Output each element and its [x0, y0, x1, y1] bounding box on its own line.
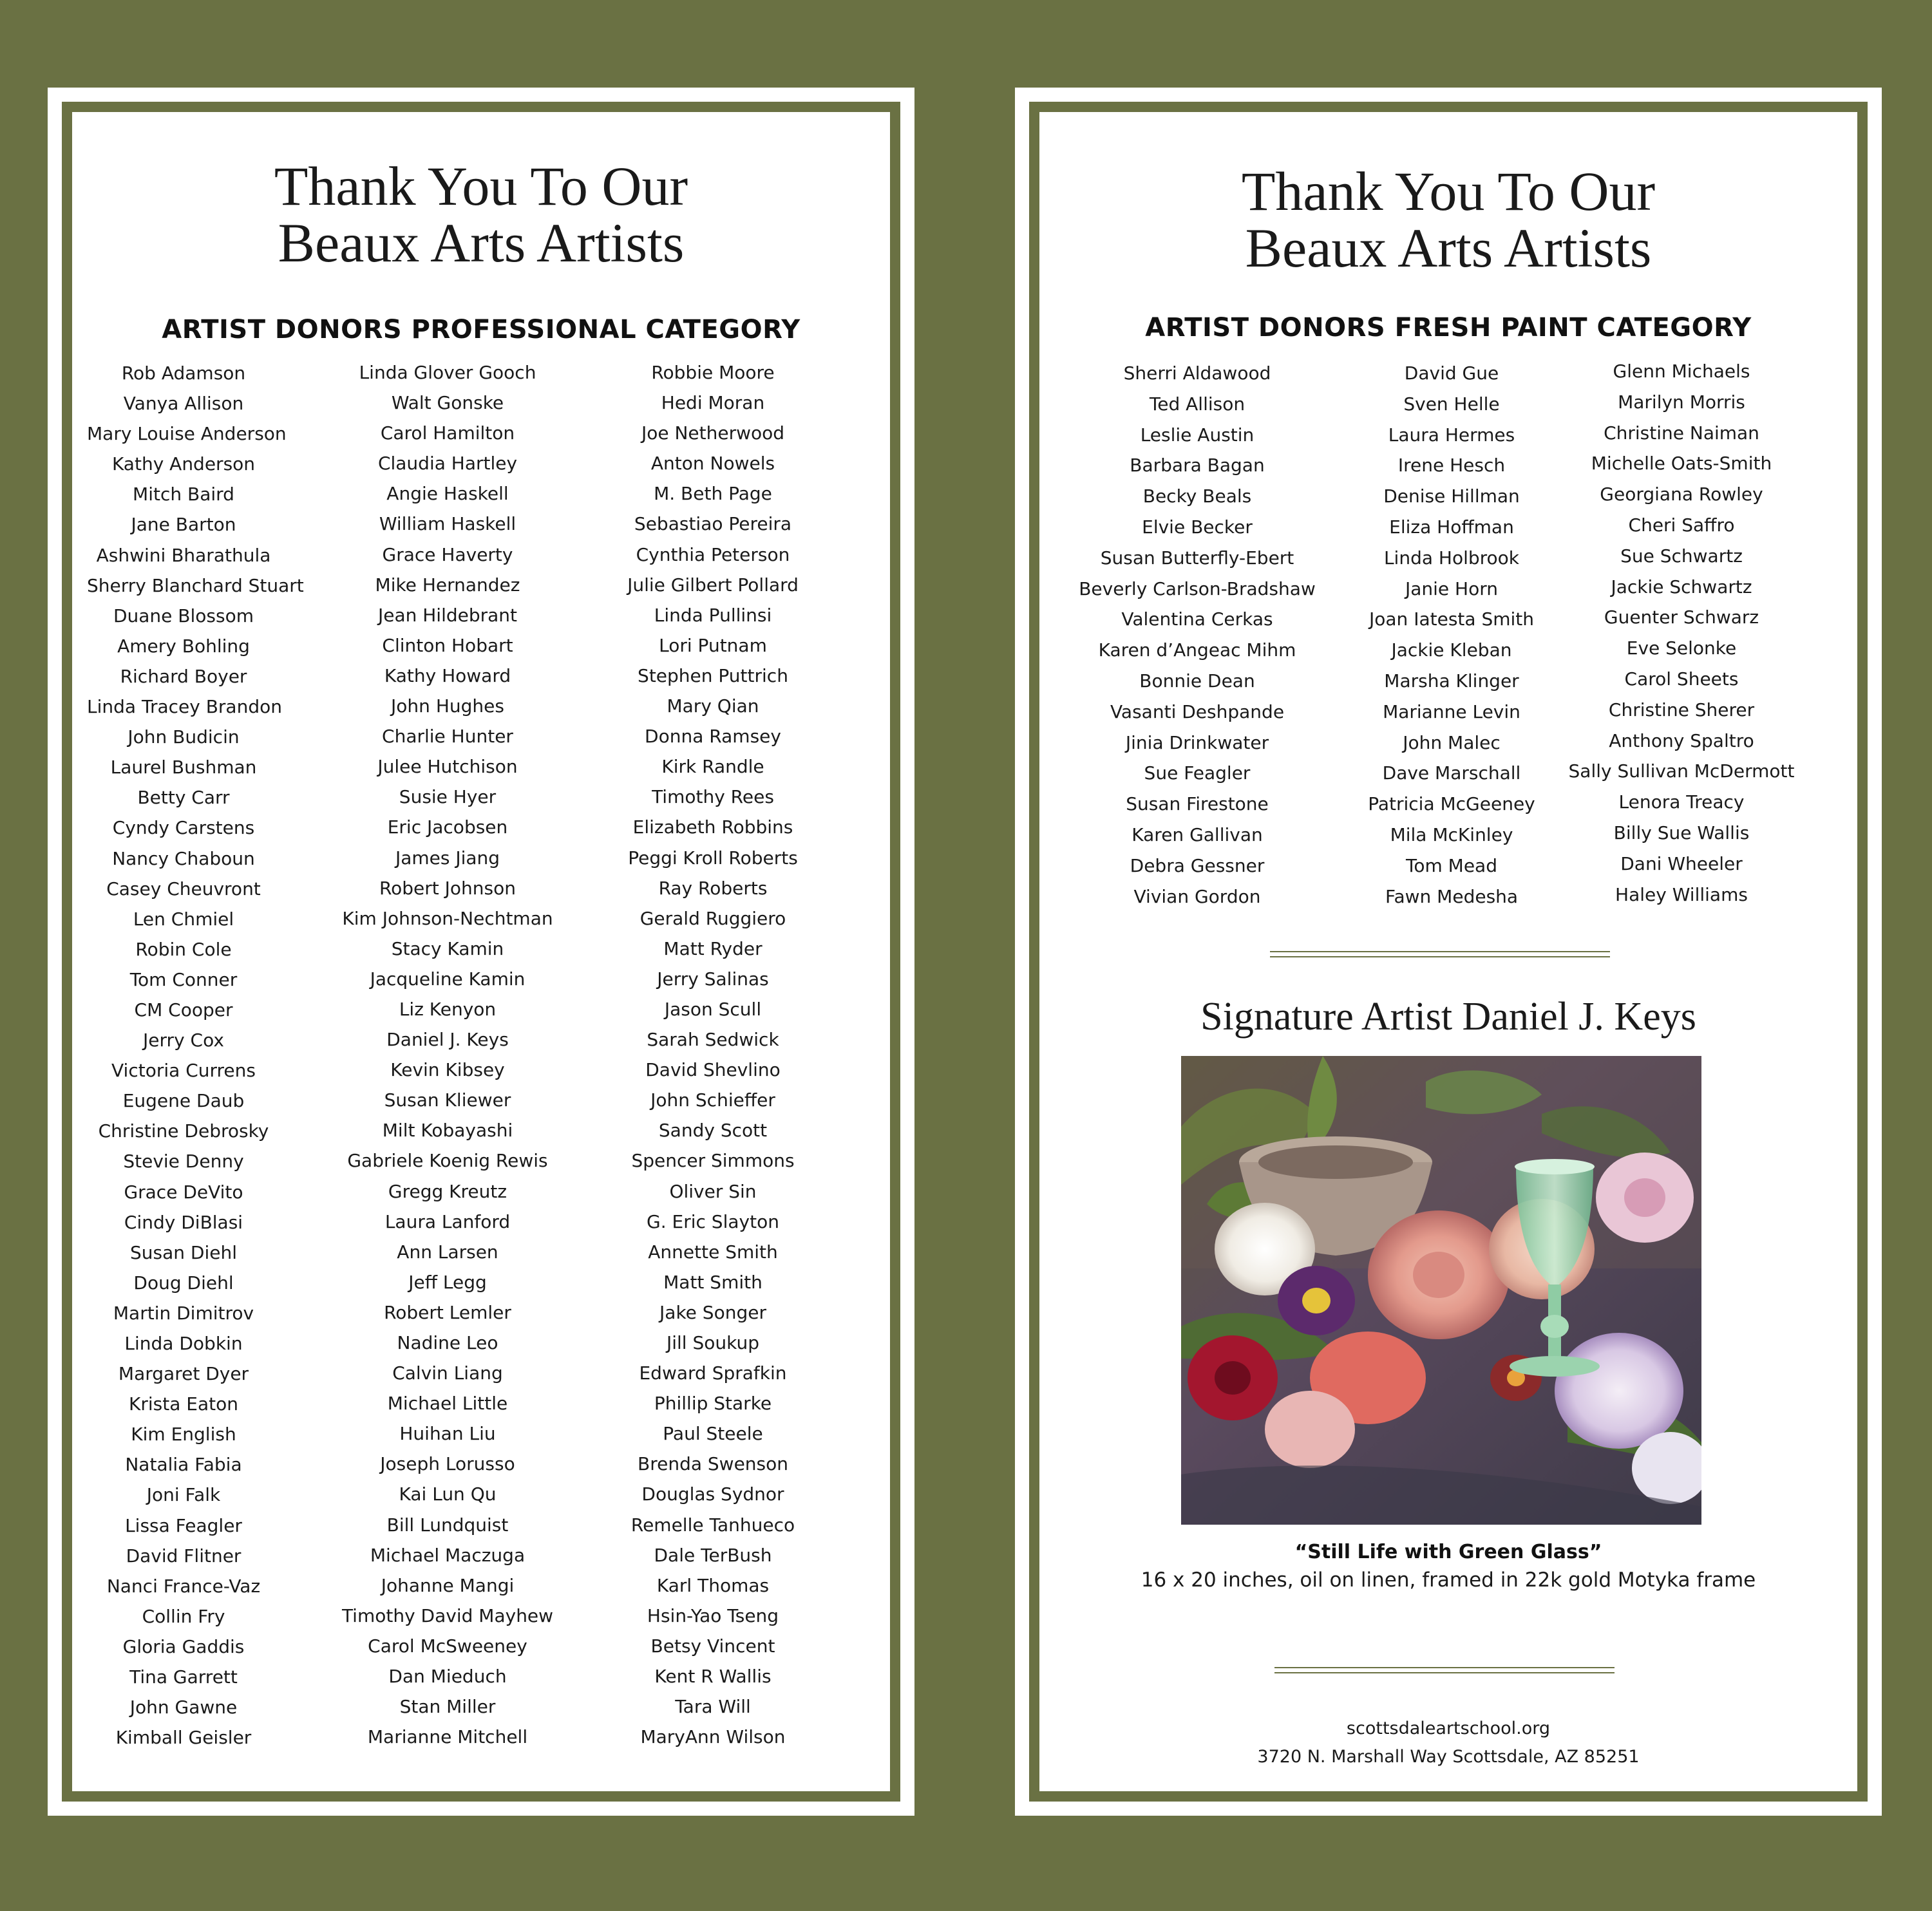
artist-name: Joan Iatesta Smith [1369, 608, 1534, 630]
artist-name: Duane Blossom [113, 605, 254, 626]
artist-name: Laura Lanford [384, 1210, 511, 1232]
artist-name: Michael Little [387, 1393, 508, 1415]
artist-name: Betsy Vincent [650, 1635, 775, 1657]
artist-name: Matt Smith [663, 1271, 762, 1293]
artist-name: Gabriele Koenig Rewis [347, 1150, 548, 1172]
artist-name: Cynthia Peterson [636, 543, 790, 565]
artist-name: Elizabeth Robbins [632, 816, 793, 838]
artist-name: Cheri Saffro [1628, 514, 1735, 536]
artist-name: John Malec [1403, 731, 1501, 753]
artist-name: Michelle Oats-Smith [1591, 453, 1772, 475]
artist-name: Guenter Schwarz [1604, 607, 1759, 628]
title-line-1: Thank You To Our [1241, 160, 1656, 222]
artist-name: Tina Garrett [129, 1666, 238, 1688]
artist-column-1 [1056, 358, 1339, 912]
artist-name: Dale TerBush [654, 1544, 772, 1566]
artist-name: Grace Haverty [382, 543, 513, 565]
artist-name: Linda Dobkin [124, 1333, 243, 1354]
fresh-paint-panel [1015, 88, 1882, 1816]
artist-name: Kathy Howard [384, 664, 511, 686]
artist-name: John Hughes [391, 695, 504, 717]
artist-name: M. Beth Page [654, 483, 772, 505]
signature-artist-title: Signature Artist Daniel J. Keys [1200, 995, 1696, 1039]
artist-name: Fawn Medesha [1385, 885, 1519, 907]
artist-name: Annette Smith [648, 1241, 778, 1263]
artist-name: Gloria Gaddis [122, 1635, 245, 1657]
artist-name: Robert Johnson [379, 877, 516, 899]
artist-name: Sherri Aldawood [1123, 362, 1271, 384]
artist-name: Jackie Schwartz [1611, 576, 1752, 598]
artist-name: Timothy David Mayhew [341, 1605, 554, 1626]
artist-name: Susie Hyer [399, 786, 497, 808]
artist-name: Kevin Kibsey [390, 1059, 505, 1081]
artist-name: Bill Lundquist [386, 1514, 509, 1536]
artist-name: CM Cooper [134, 999, 233, 1021]
artist-name: Huihan Liu [399, 1423, 496, 1445]
panel-body [75, 115, 887, 1788]
artist-name: Becky Beals [1142, 485, 1252, 507]
artist-name: Cyndy Carstens [112, 817, 255, 839]
artist-name: Julee Hutchison [377, 756, 518, 778]
artist-name: MaryAnn Wilson [640, 1726, 786, 1748]
artist-name: Joseph Lorusso [380, 1453, 515, 1475]
artist-name: Spencer Simmons [631, 1150, 795, 1172]
title-line-1: Thank You To Our [274, 155, 688, 217]
artist-name: Debra Gessner [1130, 854, 1265, 876]
section-divider [1274, 1667, 1615, 1673]
artist-name: Sally Sullivan McDermott [1568, 760, 1795, 782]
address: 3720 N. Marshall Way Scottsdale, AZ 85251 [1257, 1747, 1640, 1767]
artist-name: Richard Boyer [120, 665, 247, 687]
artist-name: Hedi Moran [661, 392, 765, 414]
panel-body [1043, 115, 1854, 1788]
artist-name: Milt Kobayashi [382, 1120, 513, 1142]
artist-name: Charlie Hunter [382, 726, 513, 748]
artist-name: Collin Fry [142, 1605, 225, 1627]
artist-name: John Gawne [129, 1697, 238, 1718]
artist-name: David Shevlino [645, 1059, 781, 1081]
artist-name: Bonnie Dean [1139, 670, 1255, 692]
artist-name: Robin Cole [135, 938, 232, 960]
artist-name: Elvie Becker [1142, 516, 1253, 538]
title-line-2: Beaux Arts Artists [278, 212, 685, 274]
artist-name: Remelle Tanhueco [630, 1514, 795, 1536]
artist-name: Sebastiao Pereira [634, 513, 792, 535]
artist-name: John Budicin [128, 726, 240, 748]
artist-name: Mila McKinley [1390, 824, 1513, 845]
artist-name: David Gue [1404, 362, 1499, 384]
artist-name: Karl Thomas [656, 1574, 770, 1596]
artist-name: Karen Gallivan [1132, 824, 1263, 845]
artist-name: Robbie Moore [651, 362, 775, 383]
artist-name: Edward Sprafkin [639, 1362, 787, 1384]
artist-name: Mitch Baird [133, 484, 234, 505]
artist-name: Ashwini Bharathula [96, 544, 271, 566]
artist-name: Peggi Kroll Roberts [628, 847, 798, 869]
artist-name: Kathy Anderson [111, 453, 256, 475]
artist-name: Joni Falk [146, 1484, 221, 1506]
artist-name: Kimball Geisler [115, 1727, 252, 1749]
artist-name: Victoria Currens [111, 1060, 256, 1082]
artist-name: Grace DeVito [124, 1181, 243, 1203]
artist-name: Eliza Hoffman [1389, 516, 1514, 538]
artist-name: Calvin Liang [392, 1362, 503, 1384]
artist-column-1 [87, 358, 304, 1753]
artist-name: Daniel J. Keys [386, 1029, 509, 1051]
professional-panel [48, 88, 914, 1816]
artist-name: Robert Lemler [384, 1301, 511, 1323]
artist-name: Laura Hermes [1388, 424, 1515, 446]
artist-name: Dave Marschall [1382, 762, 1521, 784]
artist-name: Stacy Kamin [391, 937, 504, 959]
artist-name: Kent R Wallis [654, 1666, 772, 1688]
artwork-description: 16 x 20 inches, oil on linen, framed in 22k gold Motyka frame [1141, 1568, 1756, 1592]
artist-name: Marsha Klinger [1384, 670, 1519, 692]
artist-name: Gerald Ruggiero [639, 907, 786, 929]
artist-name: Mike Hernandez [375, 574, 520, 596]
artist-name: Clinton Hobart [382, 634, 513, 656]
artist-name: Nadine Leo [397, 1332, 498, 1353]
artist-name: Timothy Rees [652, 786, 774, 808]
artist-name: Billy Sue Wallis [1613, 822, 1750, 843]
artist-name: Kim Johnson-Nechtman [342, 907, 553, 929]
artist-name: Patricia McGeeney [1368, 793, 1535, 815]
artist-name: Karen d’Angeac Mihm [1098, 639, 1296, 661]
artist-name: Anton Nowels [650, 453, 775, 475]
artist-name: Jeff Legg [408, 1271, 487, 1293]
artist-name: Marianne Levin [1383, 701, 1520, 722]
artist-name: Susan Butterfly-Ebert [1100, 547, 1294, 569]
artist-name: Carol McSweeney [368, 1635, 527, 1657]
artist-name: G. Eric Slayton [647, 1210, 779, 1232]
artist-name: Vivian Gordon [1133, 885, 1261, 907]
artist-name: Sarah Sedwick [647, 1029, 779, 1051]
artist-name: Barbara Bagan [1130, 455, 1265, 476]
artist-name: Angie Haskell [386, 483, 509, 505]
artist-name: Eve Selonke [1626, 637, 1737, 659]
artist-name: Jinia Drinkwater [1125, 731, 1269, 753]
artist-name: Hsin-Yao Tseng [647, 1605, 779, 1626]
artist-name: Jill Soukup [666, 1332, 760, 1353]
artist-name: Ray Roberts [658, 877, 768, 899]
artist-name: Nanci France-Vaz [106, 1575, 261, 1597]
artist-name: Mary Louise Anderson [87, 423, 287, 445]
artist-name: Paul Steele [663, 1423, 763, 1445]
artist-name: Lori Putnam [659, 634, 767, 656]
artist-name: Tara Will [675, 1696, 751, 1718]
artist-name: Joe Netherwood [641, 422, 785, 444]
artist-name: Linda Pullinsi [654, 604, 772, 626]
artist-name: Sue Feagler [1144, 762, 1251, 784]
artist-name: Jerry Salinas [657, 968, 769, 990]
artist-name: Linda Tracey Brandon [87, 696, 282, 718]
artist-name: Phillip Starke [654, 1393, 772, 1415]
artist-name: Cindy DiBlasi [124, 1211, 243, 1233]
artist-name: Johanne Mangi [381, 1574, 515, 1596]
artist-name: David Flitner [126, 1545, 242, 1567]
category-heading: ARTIST DONORS FRESH PAINT CATEGORY [1145, 313, 1752, 343]
artist-name: Martin Dimitrov [113, 1302, 254, 1324]
artist-name: Rob Adamson [121, 362, 246, 384]
artist-name: Oliver Sin [669, 1180, 757, 1202]
artist-name: Glenn Michaels [1613, 361, 1750, 382]
artist-name: William Haskell [379, 513, 516, 535]
artist-name: Brenda Swenson [637, 1453, 789, 1475]
artist-name: Beverly Carlson-Bradshaw [1079, 578, 1316, 599]
artist-name: Julie Gilbert Pollard [627, 574, 799, 596]
artist-name: Linda Glover Gooch [359, 362, 536, 383]
section-divider [1270, 951, 1610, 957]
artist-name: Amery Bohling [117, 635, 250, 657]
website-link[interactable]: scottsdaleartschool.org [1346, 1718, 1551, 1738]
artist-name: Janie Horn [1405, 578, 1499, 599]
artist-name: Gregg Kreutz [388, 1180, 507, 1202]
artist-name: Jerry Cox [143, 1030, 224, 1051]
artist-column-3 [603, 357, 822, 1752]
artist-name: Jason Scull [664, 998, 762, 1020]
artist-name: Douglas Sydnor [641, 1483, 784, 1505]
artist-name: Georgiana Rowley [1600, 484, 1763, 505]
artist-name: Margaret Dyer [118, 1363, 249, 1385]
artist-name: Sherry Blanchard Stuart [87, 574, 304, 596]
artist-name: Liz Kenyon [399, 998, 497, 1020]
artist-name: Eric Jacobsen [387, 816, 508, 838]
artist-name: Kirk Randle [661, 756, 764, 778]
artist-name: Krista Eaton [129, 1393, 238, 1415]
artist-name: Kim English [131, 1424, 236, 1445]
artist-column-3 [1559, 356, 1804, 910]
artist-name: Claudia Hartley [377, 453, 518, 475]
artist-column-2 [1332, 358, 1571, 912]
artist-name: Casey Cheuvront [106, 878, 261, 899]
artist-name: Anthony Spaltro [1609, 730, 1754, 751]
artist-name: Jake Songer [659, 1301, 766, 1323]
artist-name: Mary Qian [667, 695, 759, 717]
artist-name: Nancy Chaboun [112, 847, 255, 869]
artist-name: Tom Mead [1406, 854, 1497, 876]
artist-name: Sven Helle [1403, 393, 1500, 415]
artist-name: Marianne Mitchell [367, 1726, 528, 1748]
artist-name: Michael Maczuga [370, 1544, 526, 1566]
artist-name: Sue Schwartz [1620, 545, 1743, 567]
artwork-title: “Still Life with Green Glass” [1294, 1541, 1602, 1563]
artist-name: Matt Ryder [663, 937, 762, 959]
artist-name: Susan Diehl [129, 1241, 237, 1263]
artist-name: Carol Hamilton [380, 422, 515, 444]
artist-name: Len Chmiel [133, 908, 234, 930]
artist-name: Jane Barton [131, 514, 236, 536]
page-title [75, 155, 887, 274]
artist-name: Linda Holbrook [1383, 547, 1520, 569]
artist-name: Susan Firestone [1126, 793, 1269, 815]
category-heading: ARTIST DONORS PROFESSIONAL CATEGORY [162, 315, 800, 344]
artist-name: Susan Kliewer [384, 1089, 511, 1111]
page-title [1043, 160, 1854, 279]
artist-name: Walt Gonske [391, 392, 504, 414]
artist-name: Marilyn Morris [1618, 391, 1745, 413]
artist-name: Sandy Scott [658, 1120, 768, 1142]
artist-name: Kai Lun Qu [399, 1483, 497, 1505]
artist-name: Leslie Austin [1140, 424, 1255, 446]
artist-name: Jacqueline Kamin [370, 968, 526, 990]
artist-name: Laurel Bushman [110, 757, 257, 778]
artist-name: Stevie Denny [123, 1151, 244, 1172]
artist-name: Ann Larsen [397, 1241, 498, 1263]
artist-name: Christine Naiman [1604, 422, 1759, 444]
artist-name: Stephen Puttrich [638, 664, 788, 686]
artist-name: Dan Mieduch [388, 1666, 507, 1688]
artist-name: Natalia Fabia [125, 1454, 242, 1476]
artist-name: Denise Hillman [1383, 485, 1520, 507]
artist-name: Vanya Allison [123, 393, 244, 415]
artist-name: Tom Conner [129, 968, 238, 990]
artist-name: Vasanti Deshpande [1110, 701, 1285, 722]
artist-name: Stan Miller [399, 1696, 496, 1718]
artist-name: John Schieffer [650, 1089, 775, 1111]
artist-name: Ted Allison [1149, 393, 1245, 415]
artist-name: Doug Diehl [133, 1272, 234, 1294]
painting-image [1181, 1056, 1701, 1525]
artist-name: Haley Williams [1615, 883, 1748, 905]
artist-column-2 [338, 357, 557, 1752]
artist-name: Jackie Kleban [1391, 639, 1512, 661]
artist-name: Lissa Feagler [125, 1514, 242, 1536]
artist-name: Jean Hildebrant [377, 604, 518, 626]
artist-name: Donna Ramsey [645, 726, 781, 748]
artist-name: Valentina Cerkas [1121, 608, 1273, 630]
artist-name: Eugene Daub [122, 1090, 245, 1112]
artist-name: Dani Wheeler [1620, 852, 1743, 874]
artist-name: Carol Sheets [1624, 668, 1739, 690]
title-line-2: Beaux Arts Artists [1245, 217, 1652, 279]
artist-name: Lenora Treacy [1618, 791, 1745, 813]
artist-name: Irene Hesch [1397, 455, 1506, 476]
artist-name: James Jiang [395, 847, 500, 869]
artist-name: Betty Carr [137, 787, 230, 809]
artist-name: Christine Sherer [1608, 699, 1755, 720]
artist-name: Christine Debrosky [98, 1120, 269, 1142]
